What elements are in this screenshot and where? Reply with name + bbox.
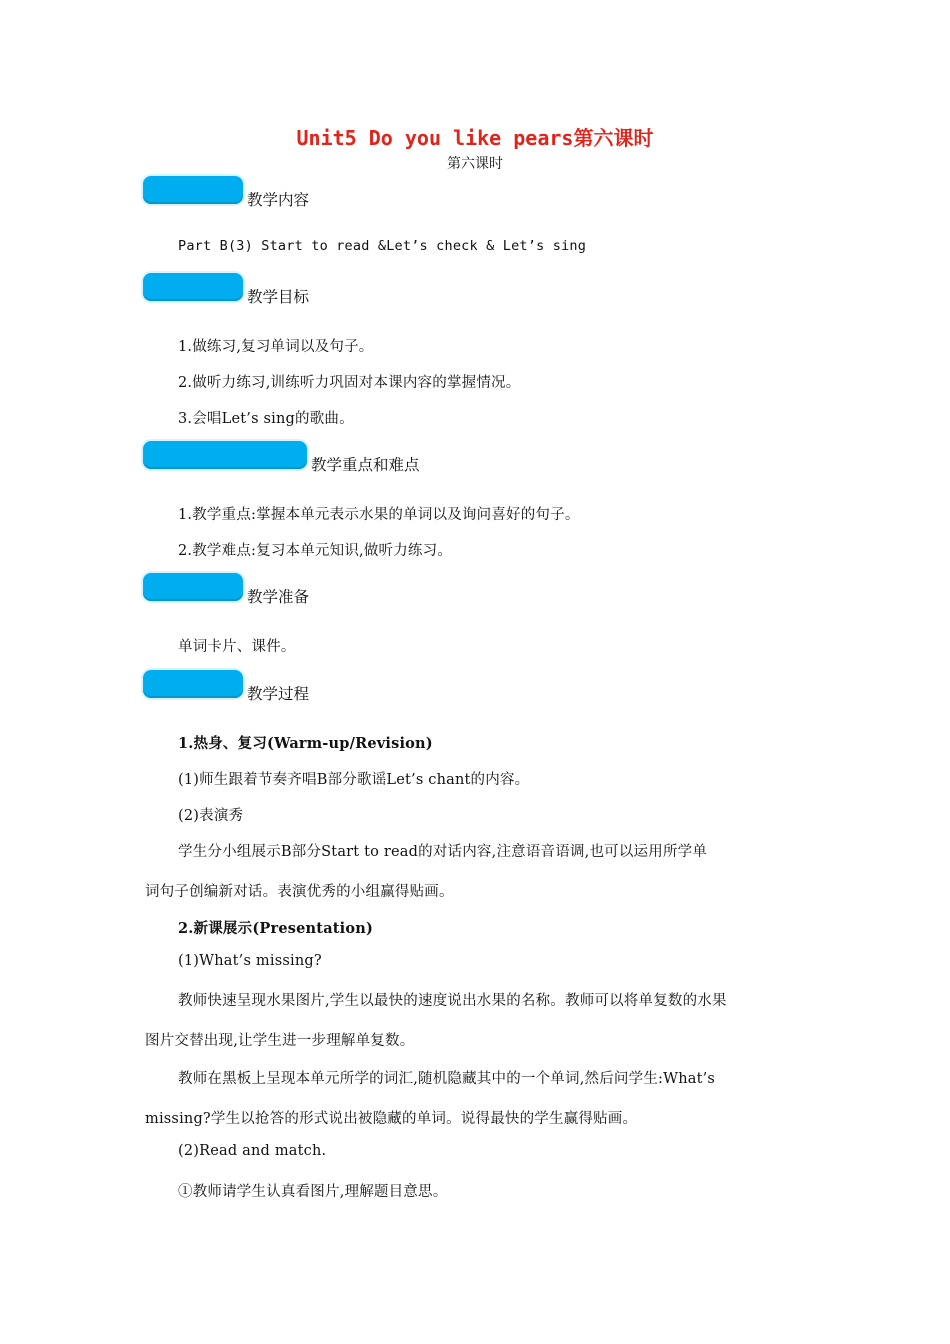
process-paragraph: 教师在黑板上呈现本单元所学的词汇,随机隐藏其中的一个单词,然后问学生:What’s	[178, 1071, 716, 1087]
process-paragraph: 教师快速呈现水果图片,学生以最快的速度说出水果的名称。教师可以将单复数的水果	[178, 993, 727, 1009]
process-paragraph: missing?学生以抢答的形式说出被隐藏的单词。说得最快的学生赢得贴画。	[145, 1111, 638, 1127]
section-heading: 教学重点和难点	[311, 456, 420, 474]
goal-item: 3.会唱Let’s sing的歌曲。	[178, 411, 354, 427]
goal-item: 2.做听力练习,训练听力巩固对本课内容的掌握情况。	[178, 375, 521, 391]
section-bar	[143, 573, 243, 601]
process-paragraph: 图片交替出现,让学生进一步理解单复数。	[145, 1033, 415, 1049]
keypoint-item: 2.教学难点:复习本单元知识,做听力练习。	[178, 543, 453, 559]
content-text: Part B(3) Start to read &Let’s check & Let’s sing	[178, 238, 587, 254]
process-paragraph: ①教师请学生认真看图片,理解题目意思。	[178, 1184, 448, 1200]
section-bar	[143, 670, 243, 698]
keypoint-item: 1.教学重点:掌握本单元表示水果的单词以及询问喜好的句子。	[178, 507, 580, 523]
process-step-heading: 2.新课展示(Presentation)	[178, 920, 374, 937]
process-paragraph: 词句子创编新对话。表演优秀的小组赢得贴画。	[145, 884, 454, 900]
process-paragraph: (2)表演秀	[178, 808, 244, 824]
process-paragraph: (2)Read and match.	[178, 1143, 327, 1159]
goal-item: 1.做练习,复习单词以及句子。	[178, 339, 374, 355]
section-heading: 教学内容	[247, 191, 310, 209]
section-bar	[143, 441, 307, 469]
process-step-heading: 1.热身、复习(Warm-up/Revision)	[178, 735, 433, 752]
section-bar	[143, 176, 243, 204]
section-heading: 教学目标	[247, 288, 310, 306]
section-heading: 教学准备	[247, 588, 310, 606]
process-paragraph: (1)What’s missing?	[178, 953, 322, 969]
prep-text: 单词卡片、课件。	[178, 639, 296, 655]
section-heading: 教学过程	[247, 685, 310, 703]
section-bar	[143, 273, 243, 301]
process-paragraph: (1)师生跟着节奏齐唱B部分歌谣Let’s chant的内容。	[178, 772, 530, 788]
process-paragraph: 学生分小组展示B部分Start to read的对话内容,注意语音语调,也可以运用所学单	[178, 844, 708, 860]
document-subtitle: 第六课时	[447, 156, 503, 172]
document-title: Unit5 Do you like pears第六课时	[296, 126, 654, 150]
